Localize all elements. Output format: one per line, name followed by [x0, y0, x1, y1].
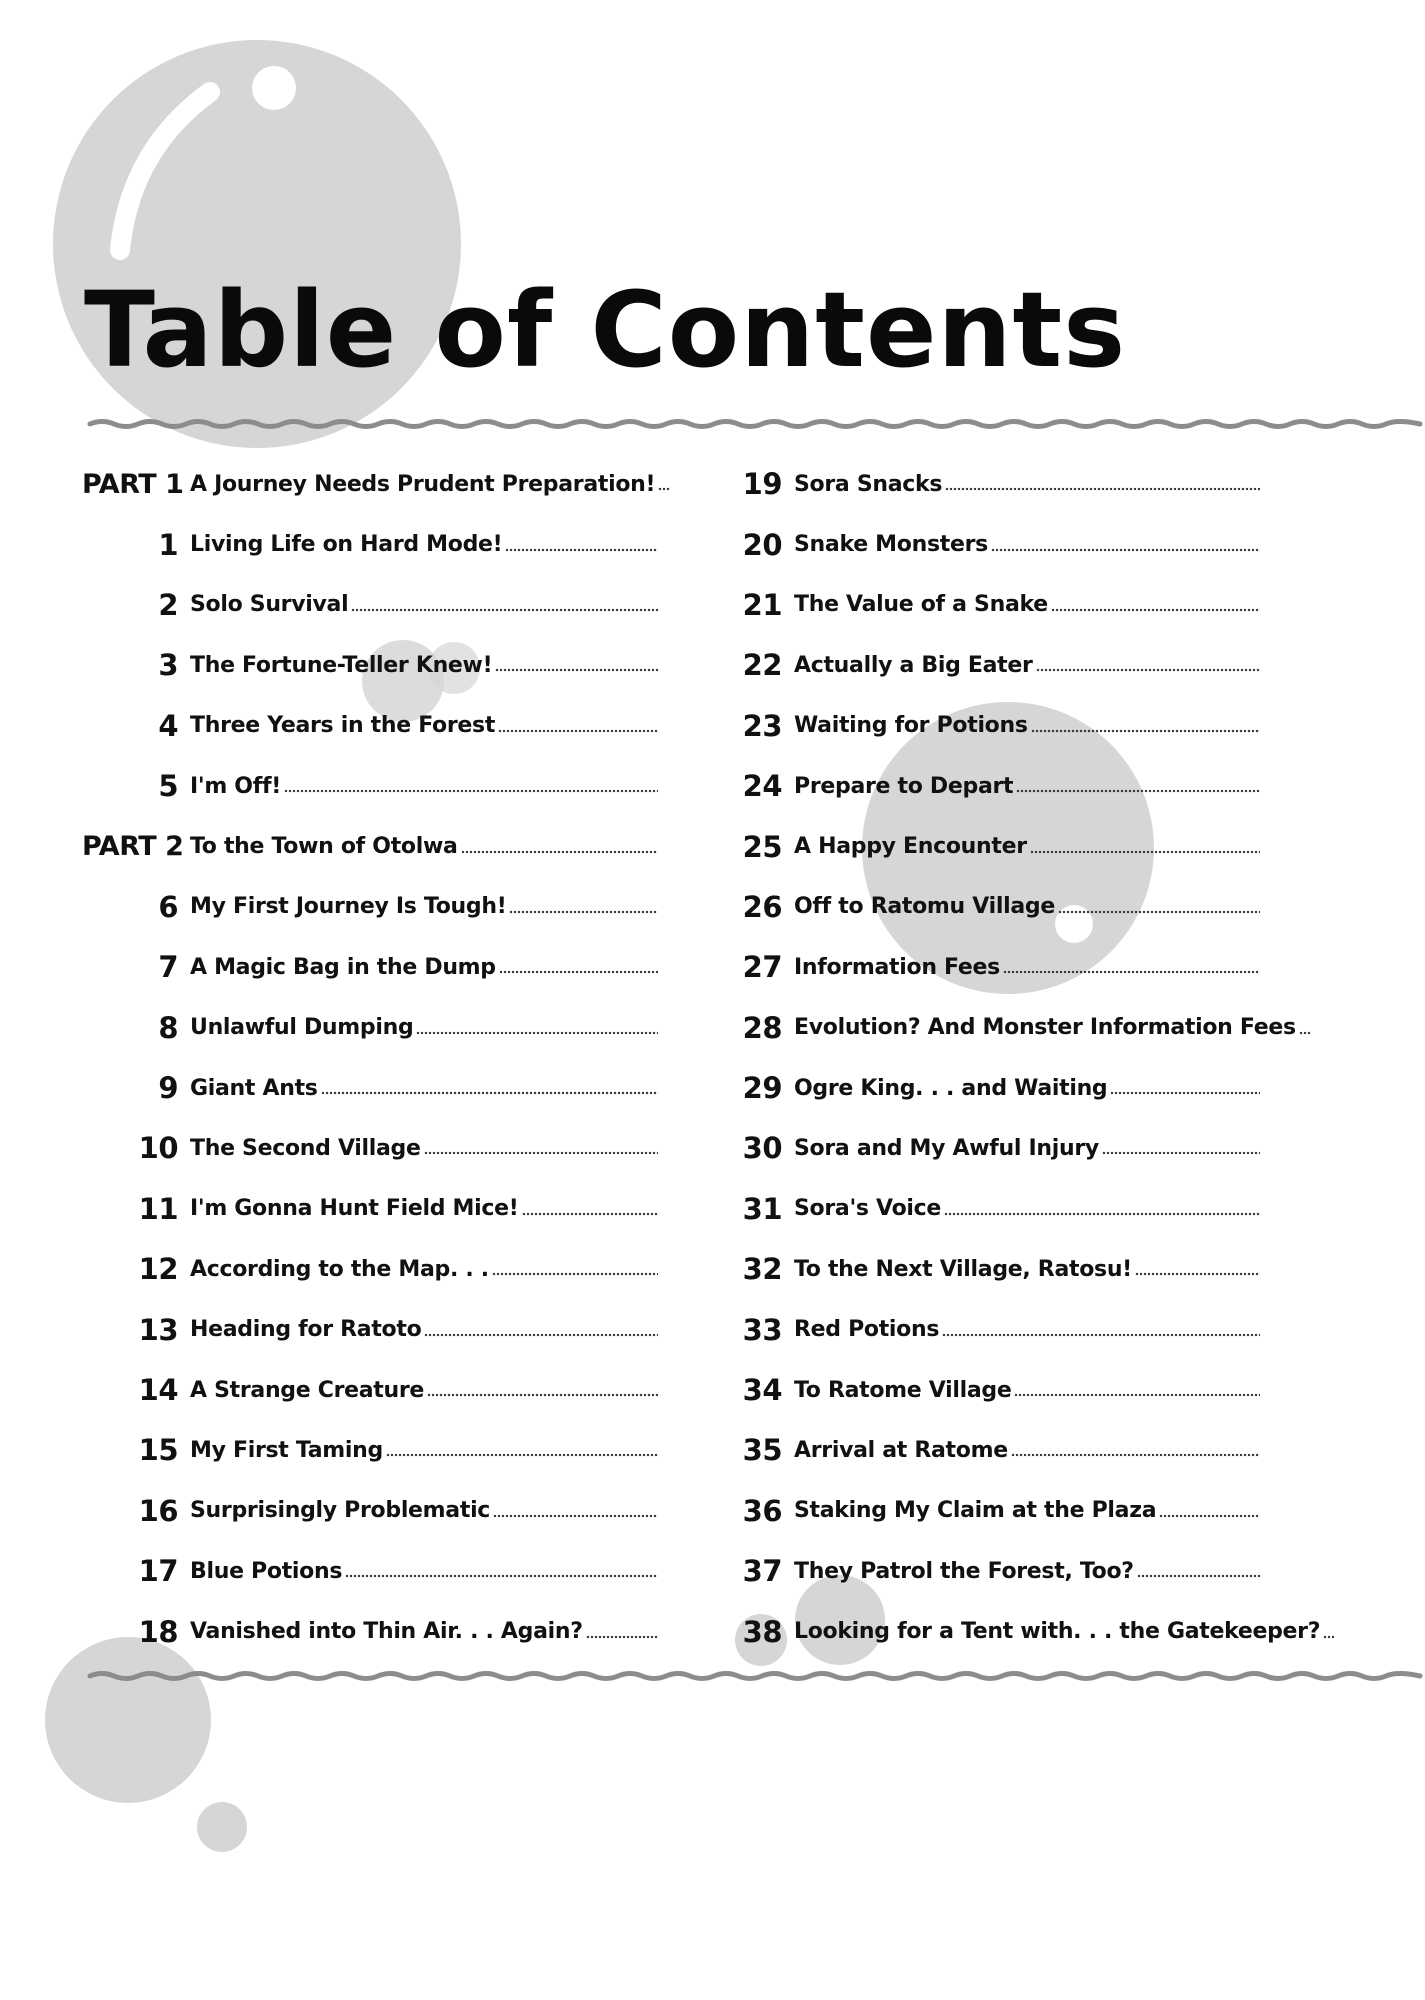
toc-chapter-row[interactable] — [720, 1601, 1321, 1661]
chapter-title: Snake Monsters — [794, 532, 988, 558]
toc-chapter-row[interactable] — [720, 1179, 1260, 1239]
dot-leader — [505, 548, 658, 552]
toc-chapter-row[interactable] — [720, 937, 1260, 997]
dot-leader — [386, 1453, 658, 1457]
chapter-number: 8 — [158, 1010, 178, 1045]
chapter-number: 17 — [138, 1554, 178, 1589]
dot-leader — [1036, 668, 1260, 672]
dot-leader — [284, 789, 658, 793]
dot-leader — [1299, 1031, 1311, 1035]
chapter-number: 23 — [742, 708, 782, 743]
chapter-title: I'm Off! — [190, 773, 281, 799]
part-label: PART 2 — [82, 831, 184, 863]
dot-leader — [991, 548, 1260, 552]
dot-leader — [1102, 1151, 1260, 1155]
chapter-number: 6 — [158, 889, 178, 924]
dot-leader — [321, 1091, 658, 1095]
chapter-title: According to the Map. . . — [190, 1256, 489, 1282]
toc-chapter-row[interactable] — [720, 575, 1260, 635]
chapter-title: To the Town of Otolwa — [190, 834, 458, 860]
chapter-title: My First Journey Is Tough! — [190, 894, 507, 920]
chapter-number: 31 — [742, 1191, 782, 1226]
chapter-title: Heading for Ratoto — [190, 1317, 422, 1343]
chapter-number: 30 — [742, 1131, 782, 1166]
dot-leader — [1003, 970, 1260, 974]
bubble-bottom-left — [45, 1637, 211, 1803]
chapter-number: 35 — [742, 1433, 782, 1468]
chapter-title: Solo Survival — [190, 592, 349, 618]
top-wavy-rule — [90, 418, 1420, 430]
toc-part-row[interactable] — [82, 816, 658, 876]
chapter-title: My First Taming — [190, 1437, 383, 1463]
chapter-title: To Ratome Village — [794, 1377, 1012, 1403]
chapter-title: Unlawful Dumping — [190, 1015, 414, 1041]
toc-chapter-row[interactable] — [720, 1118, 1260, 1178]
chapter-number: 24 — [742, 769, 782, 804]
chapter-title: Evolution? And Monster Information Fees — [794, 1015, 1296, 1041]
dot-leader — [424, 1151, 658, 1155]
chapter-title: Ogre King. . . and Waiting — [794, 1075, 1108, 1101]
toc-part-row[interactable] — [82, 454, 658, 514]
dot-leader — [1323, 1635, 1335, 1639]
toc-chapter-row[interactable] — [720, 756, 1260, 816]
chapter-title: Prepare to Depart — [794, 773, 1014, 799]
dot-leader — [499, 970, 658, 974]
chapter-title: Information Fees — [794, 954, 1000, 980]
dot-leader — [944, 1212, 1260, 1216]
toc-chapter-row[interactable] — [720, 1541, 1260, 1601]
toc-chapter-row[interactable] — [82, 635, 658, 695]
chapter-title: Looking for a Tent with. . . the Gatekeeper? — [794, 1619, 1321, 1645]
chapter-number: 16 — [138, 1493, 178, 1528]
chapter-title: The Fortune-Teller Knew! — [190, 652, 493, 678]
toc-chapter-row[interactable] — [82, 1299, 658, 1359]
toc-chapter-row[interactable] — [720, 1481, 1260, 1541]
chapter-title: Surprisingly Problematic — [190, 1498, 491, 1524]
toc-left-column — [82, 454, 658, 1662]
chapter-number: 7 — [158, 950, 178, 985]
dot-leader — [1159, 1514, 1260, 1518]
chapter-title: Sora's Voice — [794, 1196, 941, 1222]
dot-leader — [1058, 910, 1260, 914]
chapter-number: 11 — [138, 1191, 178, 1226]
chapter-number: 1 — [158, 527, 178, 562]
chapter-number: 21 — [742, 587, 782, 622]
chapter-title: Giant Ants — [190, 1075, 318, 1101]
chapter-number: 10 — [138, 1131, 178, 1166]
chapter-number: 26 — [742, 889, 782, 924]
chapter-number: 34 — [742, 1373, 782, 1408]
tiny-bubble-bottom-left — [197, 1802, 247, 1852]
chapter-number: 28 — [742, 1010, 782, 1045]
toc-chapter-row[interactable] — [82, 756, 658, 816]
toc-chapter-row[interactable] — [720, 454, 1260, 514]
toc-chapter-row[interactable] — [82, 1601, 658, 1661]
toc-chapter-row[interactable] — [720, 998, 1296, 1058]
chapter-title: Arrival at Ratome — [794, 1437, 1008, 1463]
toc-chapter-row[interactable] — [720, 635, 1260, 695]
chapter-number: 12 — [138, 1252, 178, 1287]
toc-chapter-row[interactable] — [82, 937, 658, 997]
chapter-title: Three Years in the Forest — [190, 713, 496, 739]
chapter-number: 36 — [742, 1493, 782, 1528]
toc-right-column — [720, 454, 1321, 1662]
bottom-wavy-rule — [90, 1670, 1420, 1682]
toc-chapter-row[interactable] — [720, 1299, 1260, 1359]
chapter-title: Living Life on Hard Mode! — [190, 532, 503, 558]
chapter-title: A Journey Needs Prudent Preparation! — [190, 471, 656, 497]
chapter-number: 5 — [158, 769, 178, 804]
toc-chapter-row[interactable] — [82, 998, 658, 1058]
dot-leader — [522, 1212, 659, 1216]
chapter-number: 38 — [742, 1614, 782, 1649]
chapter-number: 29 — [742, 1071, 782, 1106]
toc-chapter-row[interactable] — [82, 1360, 658, 1420]
chapter-number: 33 — [742, 1312, 782, 1347]
chapter-title: Waiting for Potions — [794, 713, 1028, 739]
chapter-title: Red Potions — [794, 1317, 940, 1343]
dot-leader — [1135, 1272, 1260, 1276]
toc-chapter-row[interactable] — [82, 1420, 658, 1480]
chapter-number: 25 — [742, 829, 782, 864]
chapter-title: Blue Potions — [190, 1558, 343, 1584]
chapter-title: The Value of a Snake — [794, 592, 1048, 618]
toc-chapter-row[interactable] — [720, 514, 1260, 574]
toc-chapter-row[interactable] — [720, 1420, 1260, 1480]
chapter-number: 9 — [158, 1071, 178, 1106]
toc-chapter-row[interactable] — [720, 877, 1260, 937]
dot-leader — [345, 1574, 658, 1578]
part-label: PART 1 — [82, 468, 184, 500]
chapter-number: 18 — [138, 1614, 178, 1649]
chapter-title: Sora and My Awful Injury — [794, 1135, 1099, 1161]
dot-leader — [493, 1514, 658, 1518]
toc-chapter-row[interactable] — [82, 575, 658, 635]
toc-chapter-row[interactable] — [82, 1239, 658, 1299]
dot-leader — [351, 608, 658, 612]
chapter-number: 13 — [138, 1312, 178, 1347]
chapter-title: To the Next Village, Ratosu! — [794, 1256, 1132, 1282]
chapter-number: 15 — [138, 1433, 178, 1468]
toc-chapter-row[interactable] — [82, 1058, 658, 1118]
chapter-title: I'm Gonna Hunt Field Mice! — [190, 1196, 519, 1222]
dot-leader — [427, 1393, 658, 1397]
chapter-title: Vanished into Thin Air. . . Again? — [190, 1619, 583, 1645]
dot-leader — [1016, 789, 1260, 793]
chapter-title: Sora Snacks — [794, 471, 943, 497]
dot-leader — [498, 729, 658, 733]
chapter-number: 14 — [138, 1373, 178, 1408]
toc-chapter-row[interactable] — [720, 1058, 1260, 1118]
toc-chapter-row[interactable] — [82, 877, 658, 937]
dot-leader — [1051, 608, 1260, 612]
chapter-number: 37 — [742, 1554, 782, 1589]
dot-leader — [416, 1031, 658, 1035]
chapter-number: 22 — [742, 648, 782, 683]
chapter-title: A Magic Bag in the Dump — [190, 954, 496, 980]
chapter-number: 20 — [742, 527, 782, 562]
dot-leader — [1137, 1574, 1260, 1578]
chapter-title: The Second Village — [190, 1135, 421, 1161]
dot-leader — [495, 668, 658, 672]
chapter-number: 32 — [742, 1252, 782, 1287]
dot-leader — [942, 1333, 1260, 1337]
dot-leader — [945, 487, 1260, 491]
dot-leader — [424, 1333, 658, 1337]
chapter-title: A Happy Encounter — [794, 834, 1027, 860]
toc-chapter-row[interactable] — [82, 696, 658, 756]
toc-chapter-row[interactable] — [720, 696, 1260, 756]
chapter-number: 4 — [158, 708, 178, 743]
chapter-number: 3 — [158, 648, 178, 683]
chapter-title: Actually a Big Eater — [794, 652, 1033, 678]
dot-leader — [586, 1635, 658, 1639]
dot-leader — [1110, 1091, 1260, 1095]
toc-chapter-row[interactable] — [82, 1481, 658, 1541]
chapter-title: Off to Ratomu Village — [794, 894, 1055, 920]
dot-leader — [461, 850, 658, 854]
chapter-number: 19 — [742, 467, 782, 502]
dot-leader — [1031, 729, 1260, 733]
chapter-title: They Patrol the Forest, Too? — [794, 1558, 1134, 1584]
toc-chapter-row[interactable] — [82, 1541, 658, 1601]
dot-leader — [509, 910, 658, 914]
dot-leader — [658, 487, 670, 491]
toc-chapter-row[interactable] — [82, 1179, 658, 1239]
dot-leader — [1014, 1393, 1260, 1397]
dot-leader — [492, 1272, 658, 1276]
toc-chapter-row[interactable] — [82, 514, 658, 574]
page-title: Table of Contents — [84, 269, 1127, 391]
chapter-title: Staking My Claim at the Plaza — [794, 1498, 1157, 1524]
chapter-number: 2 — [158, 587, 178, 622]
toc-chapter-row[interactable] — [82, 1118, 658, 1178]
dot-leader — [1030, 850, 1260, 854]
chapter-title: A Strange Creature — [190, 1377, 425, 1403]
chapter-number: 27 — [742, 950, 782, 985]
toc-chapter-row[interactable] — [720, 816, 1260, 876]
toc-chapter-row[interactable] — [720, 1360, 1260, 1420]
toc-chapter-row[interactable] — [720, 1239, 1260, 1299]
dot-leader — [1011, 1453, 1260, 1457]
